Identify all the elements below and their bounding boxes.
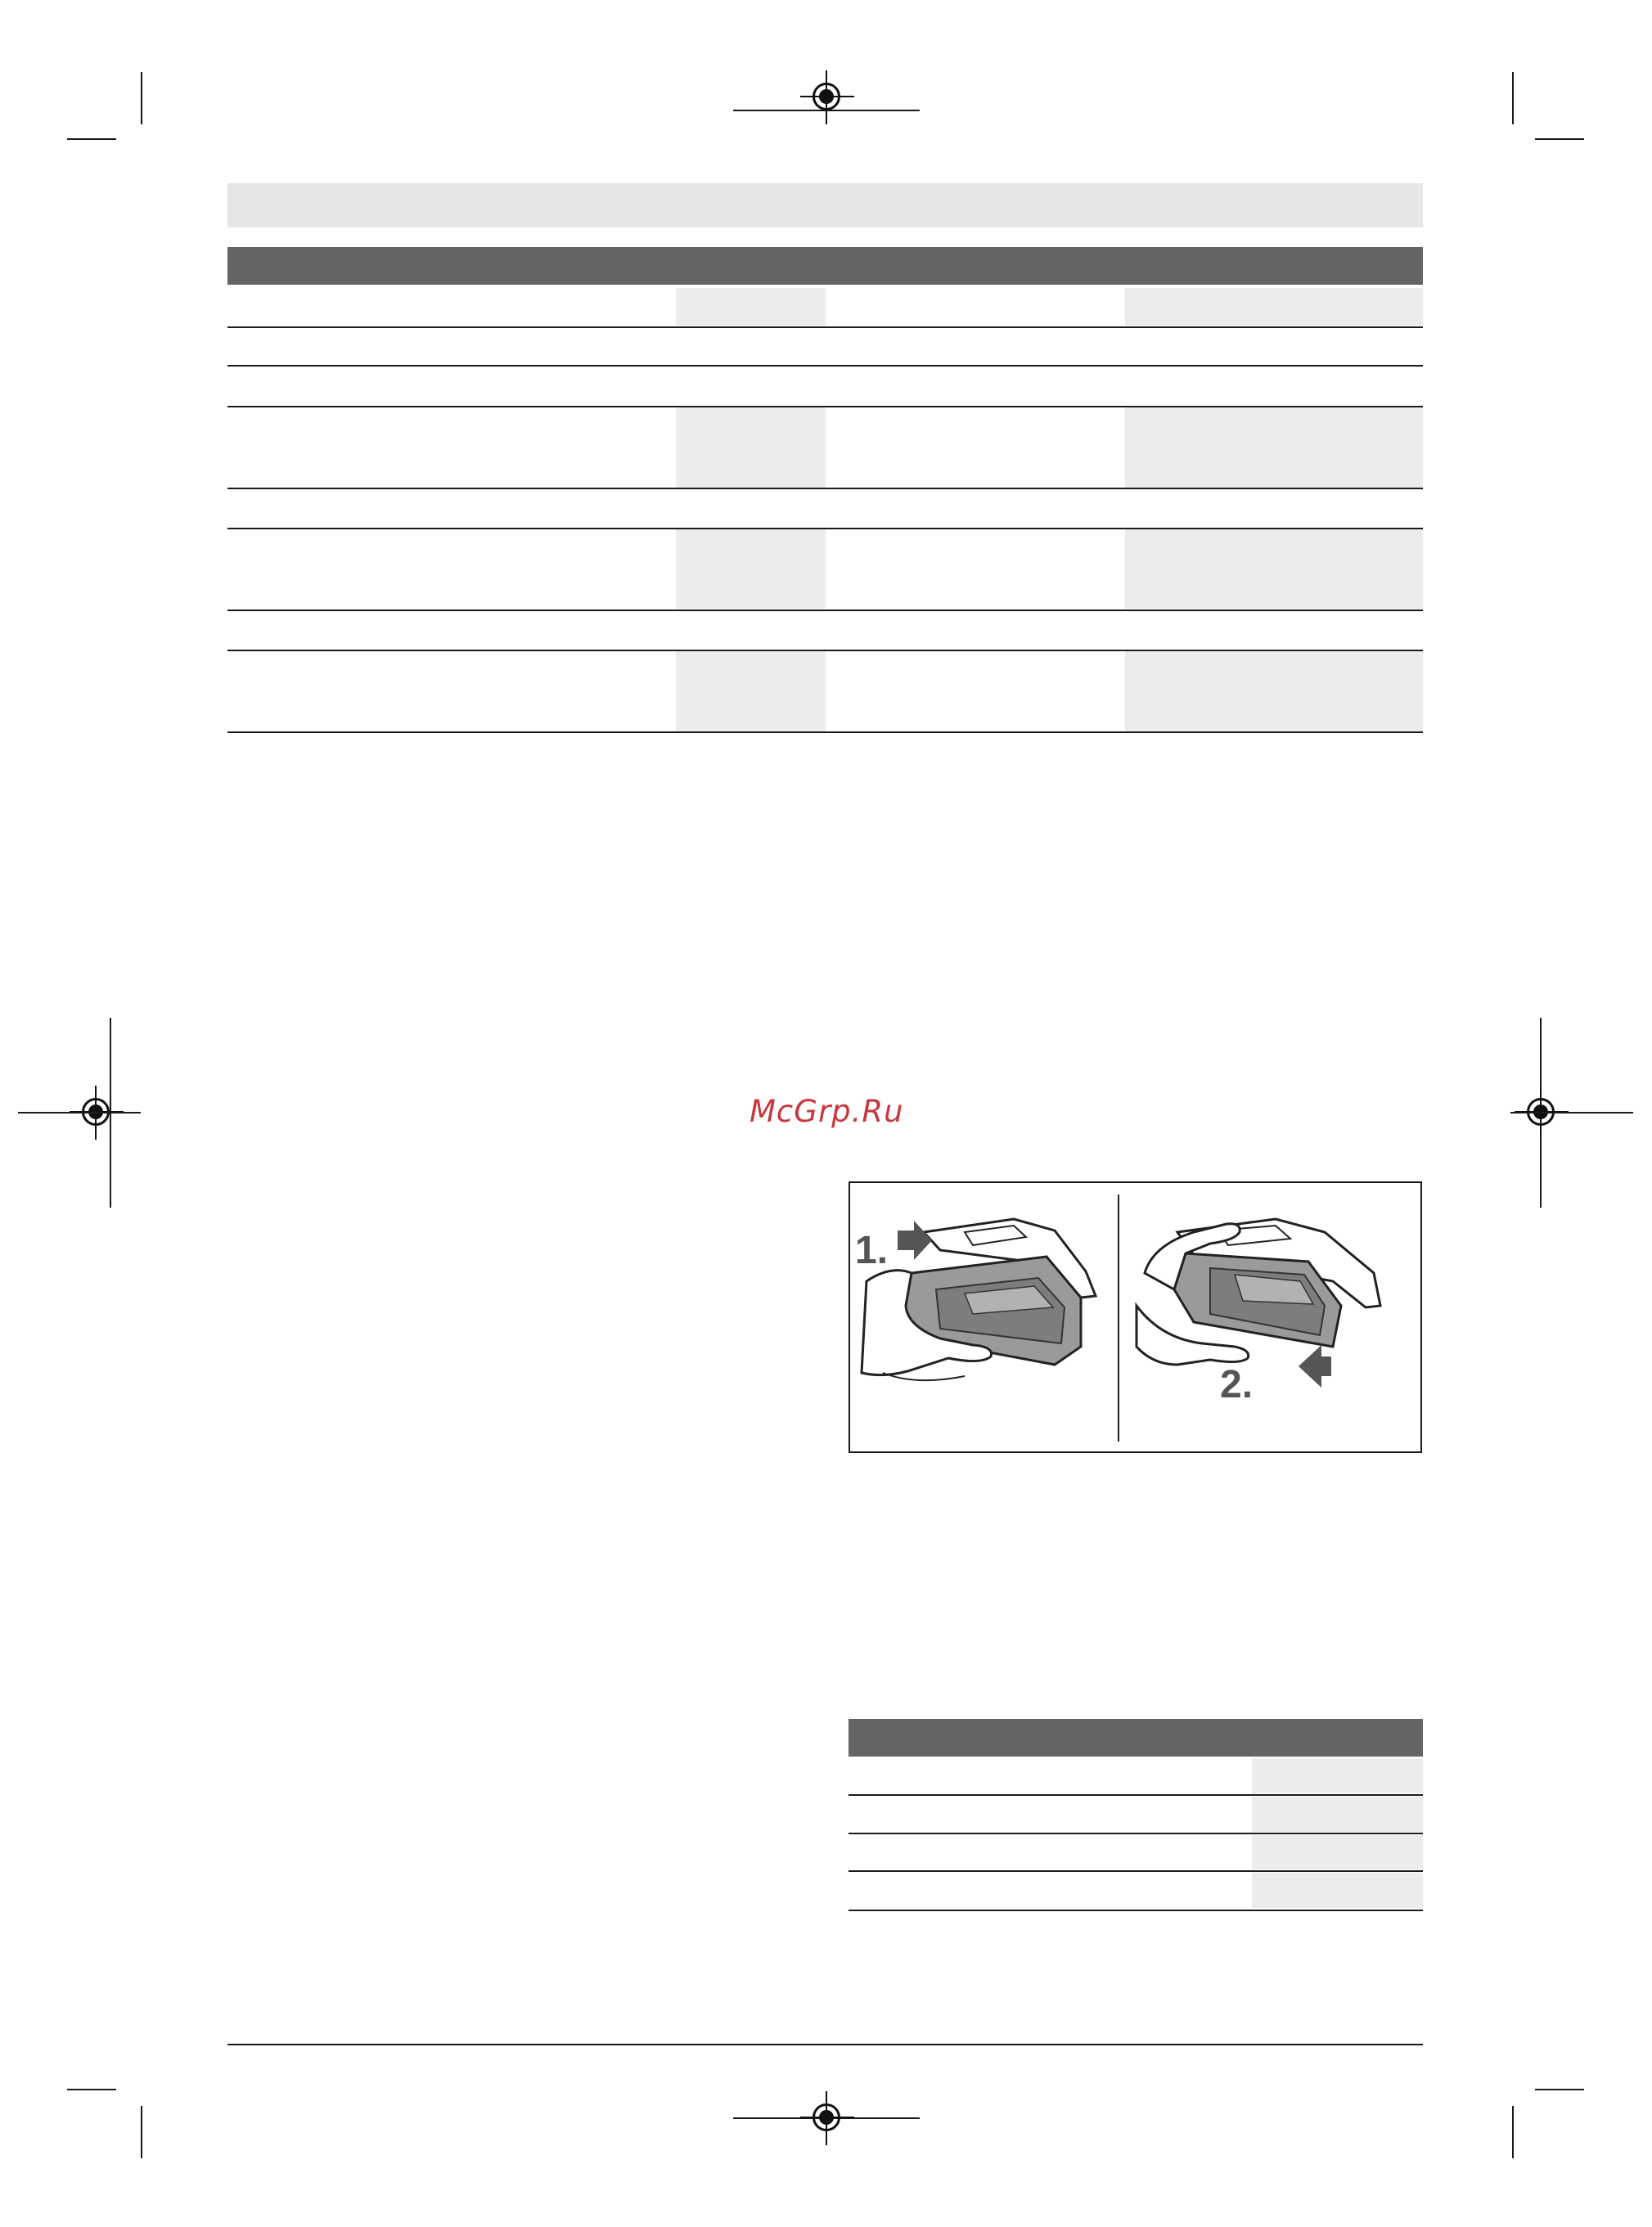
- registration-mark-top: [812, 83, 840, 110]
- step2-label: 2.: [1220, 1363, 1254, 1406]
- battery-insertion-figure: [849, 1181, 1422, 1453]
- table-cell: [676, 288, 826, 326]
- table-cell: [1125, 651, 1423, 731]
- step1-illustration: [855, 1219, 1096, 1380]
- table-cell: [1252, 1758, 1423, 1793]
- table-row-rule: [227, 610, 1423, 611]
- table-row-rule: [849, 1870, 1423, 1872]
- watermark-text: McGrp.Ru: [749, 1094, 904, 1129]
- registration-mark-bottom: [812, 2103, 840, 2131]
- table-row-rule: [849, 1833, 1423, 1834]
- table-row-rule: [227, 650, 1423, 651]
- table-row-rule: [227, 528, 1423, 529]
- small-table-header: [849, 1719, 1423, 1757]
- table-cell: [676, 529, 826, 609]
- footer-rule: [227, 2044, 1423, 2045]
- step1-label: 1.: [855, 1229, 889, 1272]
- page-header-band: [227, 183, 1423, 227]
- table-cell: [1125, 407, 1423, 488]
- table-row-rule: [227, 731, 1423, 733]
- table-row-rule: [227, 365, 1423, 367]
- step2-illustration: [1137, 1219, 1380, 1406]
- table-cell: [676, 407, 826, 488]
- table-row-rule: [849, 1910, 1423, 1911]
- battery-illustration: [850, 1183, 1420, 1451]
- table-row-rule: [227, 406, 1423, 407]
- main-table-header: [227, 247, 1423, 285]
- table-row-rule: [849, 1794, 1423, 1796]
- table-row-rule: [227, 326, 1423, 328]
- table-cell: [1125, 288, 1423, 326]
- table-cell: [1252, 1873, 1423, 1908]
- table-cell: [1125, 529, 1423, 609]
- table-cell: [1252, 1835, 1423, 1869]
- table-row-rule: [227, 488, 1423, 489]
- table-cell: [676, 651, 826, 731]
- table-cell: [1252, 1797, 1423, 1832]
